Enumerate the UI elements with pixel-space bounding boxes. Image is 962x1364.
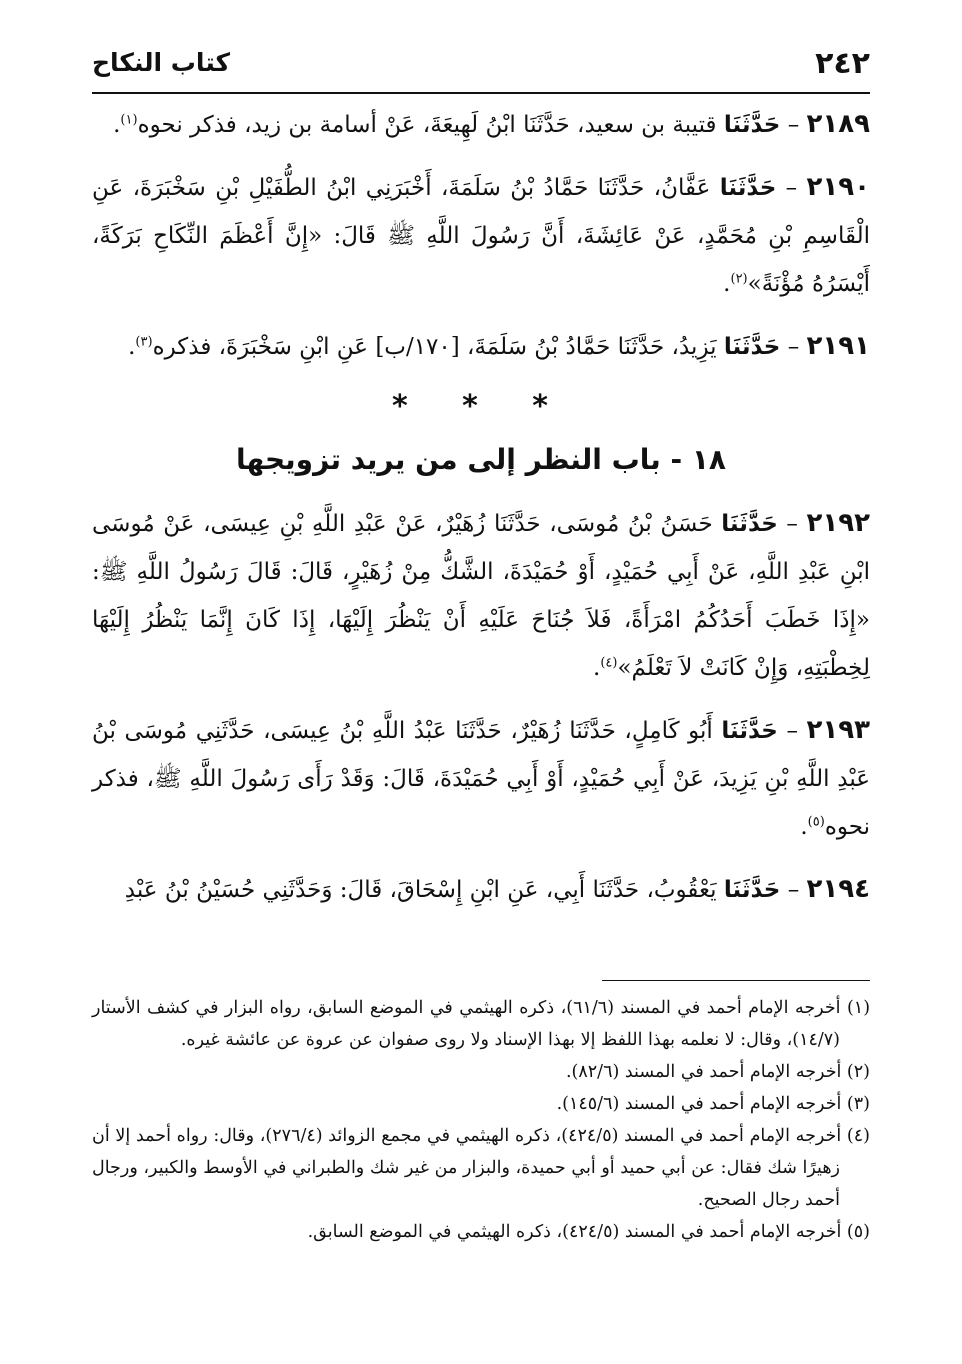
footnote-item: (٤) أخرجه الإمام أحمد في المسند (٤٢٤/٥)، ذكره الهيثمي في مجمع الزوائد (٢٧٦/٤)، وقال: رواه أحمد إلا أن زهيرًا شك فقال: عن أبي حميد أو أبي حميدة، والبزار من غير شك والطبراني في الأوسط والكبير، ورجال أحمد رجال الصحيح. (92, 1126, 870, 1210)
hadith-tail: . (113, 112, 121, 138)
hadith-text: يَعْقُوبُ، حَدَّثَنَا أَبِي، عَنِ ابْنِ إِسْحَاقَ، قَالَ: وَحَدَّثَنِي حُسَيْنُ بْنُ عَبْدِ (124, 877, 717, 903)
hadith-number: ٢١٩٣ (806, 715, 871, 745)
hadith-2191: ٢١٩١ – حَدَّثَنَا يَزِيدُ، حَدَّثَنَا حَمَّادُ بْنُ سَلَمَةَ، [١٧٠/ب] عَنِ ابْنِ سَخْبَرَةَ، فذكره$^{(٣)}$. (128, 331, 870, 361)
hadith-lead: حَدَّثَنَا (721, 511, 778, 537)
hadith-text: أَبُو كَامِلٍ، حَدَّثَنَا زُهَيْرٌ، حَدَّثَنَا عَبْدُ اللَّهِ بْنُ عِيسَى، حَدَّثَنِي مُوسَى بْنُ عَبْدِ اللَّهِ بْنِ يَزِيدَ، عَنْ أَبِي حُمَيْدٍ، أَوْ أَبِي حُمَيْدَةَ، قَالَ: وَقَدْ رَأَى رَسُولَ اللَّهِ ﷺ، فذكر نحوه (92, 718, 870, 840)
hadith-tail: . (800, 814, 808, 840)
hadith-text: حَسَنُ بْنُ مُوسَى، حَدَّثَنَا زُهَيْرٌ، عَنْ عَبْدِ اللَّهِ بْنِ عِيسَى، عَنْ مُوسَى ابْنِ عَبْدِ اللَّهِ، عَنْ أَبِي حُمَيْدٍ، أَوْ حُمَيْدَةَ، الشَّكُّ مِنْ زُهَيْرٍ، قَالَ: قَالَ رَسُولُ اللَّهِ ﷺ: «إِذَا خَطَبَ أَحَدُكُمُ امْرَأَةً، فَلاَ جُنَاحَ عَلَيْهِ أَنْ يَنْظُرَ إِلَيْهَا، إِذَا كَانَ إِنَّمَا يَنْظُرُ إِلَيْهَا لِخِطْبَتِهِ، وَإِنْ كَانَتْ لاَ تَعْلَمُ» (92, 511, 870, 681)
hadith-2189: ٢١٨٩ – حَدَّثَنَا قتيبة بن سعيد، حَدَّثَنَا ابْنُ لَهِيعَةَ، عَنْ أسامة بن زيد، فذكر نحوه$^{(١)}$. (113, 109, 870, 139)
hadith-text: قتيبة بن سعيد، حَدَّثَنَا ابْنُ لَهِيعَةَ، عَنْ أسامة بن زيد، فذكر نحوه (137, 112, 717, 138)
footnotes (92, 992, 870, 1248)
hadith-lead: حَدَّثَنَا (723, 112, 781, 138)
hadith-number: ٢١٨٩ (806, 109, 870, 139)
main-text (92, 100, 870, 928)
hadith-2193: ٢١٩٣ – حَدَّثَنَا أَبُو كَامِلٍ، حَدَّثَنَا زُهَيْرٌ، حَدَّثَنَا عَبْدُ اللَّهِ بْنُ عِيسَى، حَدَّثَنِي مُوسَى بْنُ عَبْدِ اللَّهِ بْنِ يَزِيدَ، عَنْ أَبِي حُمَيْدٍ، أَوْ أَبِي حُمَيْدَةَ، قَالَ: وَقَدْ رَأَى رَسُولَ اللَّهِ ﷺ، فذكر نحوه$^{(٥)}$. (92, 715, 871, 840)
footnote-item: (٣) أخرجه الإمام أحمد في المسند (١٤٥/٦). (556, 1094, 870, 1114)
footnote-item: (١) أخرجه الإمام أحمد في المسند (٦١/٦)، ذكره الهيثمي في الموضع السابق، رواه البزار في كشف الأستار (١٤/٧)، وقال: لا نعلمه بهذا اللفظ إلا بهذا الإسناد ولا روى صفوان عن عروة عن عائشة غيره. (92, 998, 871, 1050)
chapter-title: ١٨ - باب النظر إلى من يريد تزويجها (235, 443, 727, 476)
hadith-2192: ٢١٩٢ – حَدَّثَنَا حَسَنُ بْنُ مُوسَى، حَدَّثَنَا زُهَيْرٌ، عَنْ عَبْدِ اللَّهِ بْنِ عِيسَى، عَنْ مُوسَى ابْنِ عَبْدِ اللَّهِ، عَنْ أَبِي حُمَيْدٍ، أَوْ حُمَيْدَةَ، الشَّكُّ مِنْ زُهَيْرٍ، قَالَ: قَالَ رَسُولُ اللَّهِ ﷺ: «إِذَا خَطَبَ أَحَدُكُمُ امْرَأَةً، فَلاَ جُنَاحَ عَلَيْهِ أَنْ يَنْظُرَ إِلَيْهَا، إِذَا كَانَ إِنَّمَا يَنْظُرُ إِلَيْهَا لِخِطْبَتِهِ، وَإِنْ كَانَتْ لاَ تَعْلَمُ»$^{(٤)}$. (92, 508, 871, 681)
footnote-ref: (٥) (807, 814, 825, 830)
hadith-2190: ٢١٩٠ – حَدَّثَنَا عَفَّانُ، حَدَّثَنَا حَمَّادُ بْنُ سَلَمَةَ، أَخْبَرَنِي ابْنُ الطُّفَيْلِ بْنِ سَخْبَرَةَ، عَنِ الْقَاسِمِ بْنِ مُحَمَّدٍ، عَنْ عَائِشَةَ، أَنَّ رَسُولَ اللَّهِ ﷺ قَالَ: «إِنَّ أَعْظَمَ النِّكَاحِ بَرَكَةً، أَيْسَرُهُ مُؤْنَةً»$^{(٢)}$. (92, 172, 871, 297)
hadith-tail: . (723, 271, 731, 297)
hadith-number: ٢١٩٢ (806, 508, 871, 538)
hadith-number: ٢١٩١ (806, 331, 870, 361)
hadith-number: ٢١٩٠ (806, 172, 871, 202)
hadith-lead: حَدَّثَنَا (719, 175, 777, 201)
page-header (92, 40, 870, 94)
hadith-number: ٢١٩٤ (806, 874, 870, 904)
hadith-text: يَزِيدُ، حَدَّثَنَا حَمَّادُ بْنُ سَلَمَةَ، [١٧٠/ب] عَنِ ابْنِ سَخْبَرَةَ، فذكره (152, 334, 717, 360)
section-separator: * * * (392, 389, 570, 424)
hadith-tail: . (593, 655, 601, 681)
book-title: كتاب النكاح (92, 48, 231, 77)
hadith-lead: حَدَّثَنَا (721, 718, 778, 744)
hadith-lead: حَدَّثَنَا (723, 334, 781, 360)
page-number: ٢٤٢ (815, 46, 870, 81)
hadith-2194: ٢١٩٤ – حَدَّثَنَا يَعْقُوبُ، حَدَّثَنَا أَبِي، عَنِ ابْنِ إِسْحَاقَ، قَالَ: وَحَدَّثَنِي حُسَيْنُ بْنُ عَبْدِ (124, 874, 870, 904)
footnote-ref: (٢) (730, 271, 748, 287)
footnote-ref: (١) (120, 112, 138, 128)
footnote-divider (602, 980, 870, 981)
footnote-item: (٥) أخرجه الإمام أحمد في المسند (٤٢٤/٥)، ذكره الهيثمي في الموضع السابق. (307, 1222, 870, 1242)
hadith-tail: . (128, 334, 136, 360)
hadith-text: عَفَّانُ، حَدَّثَنَا حَمَّادُ بْنُ سَلَمَةَ، أَخْبَرَنِي ابْنُ الطُّفَيْلِ بْنِ سَخْبَرَةَ، عَنِ الْقَاسِمِ بْنِ مُحَمَّدٍ، عَنْ عَائِشَةَ، أَنَّ رَسُولَ اللَّهِ ﷺ قَالَ: «إِنَّ أَعْظَمَ النِّكَاحِ بَرَكَةً، أَيْسَرُهُ مُؤْنَةً» (92, 175, 870, 297)
footnote-item: (٢) أخرجه الإمام أحمد في المسند (٨٢/٦). (565, 1062, 870, 1082)
hadith-lead: حَدَّثَنَا (723, 877, 781, 903)
footnote-ref: (٣) (135, 334, 153, 350)
footnote-ref: (٤) (600, 655, 618, 671)
